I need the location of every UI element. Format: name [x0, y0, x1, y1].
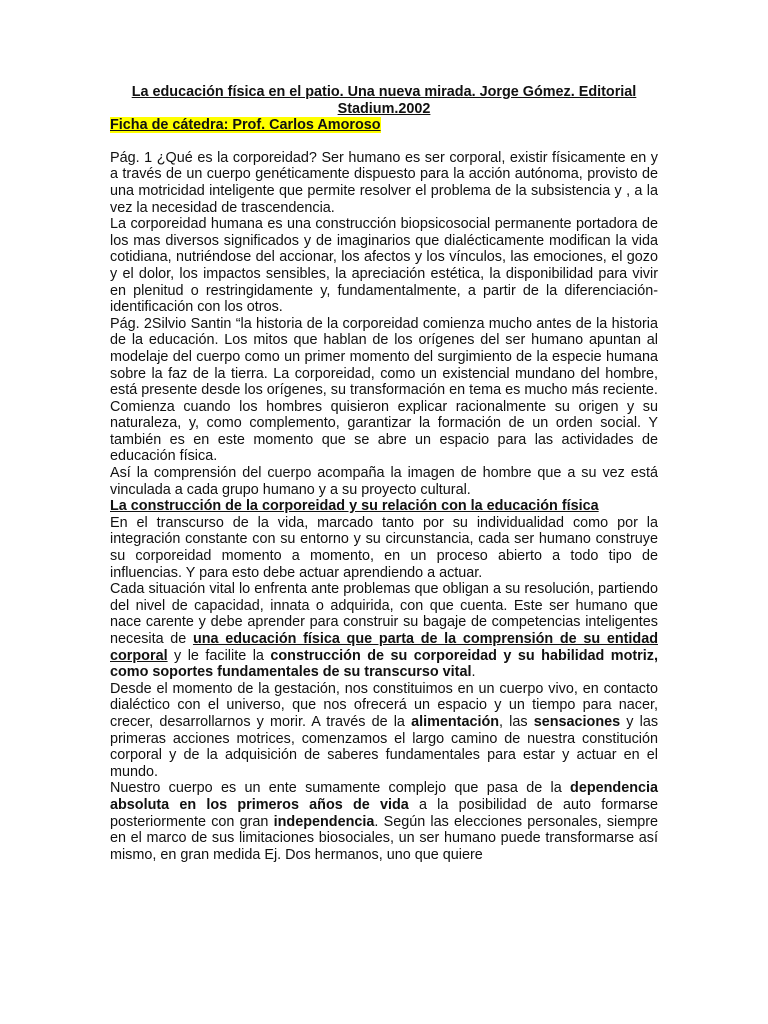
- p8-text-3: y las primeras acciones motrices, comenzamos el largo camino de nuestra constitución corporal y de la adquisición de saberes fundamentales para estar y actuar en el mundo.: [110, 713, 659, 780]
- p7-text-1: Cada situación vital lo enfrenta ante problemas que obligan a su resolución, partiendo del nivel de capacidad, innata o adquirida, con que cuenta. Este ser humano que nace carente y debe aprender para construir su bagaje de competencias inteligentes necesita de: [110, 581, 658, 647]
- p7-bold-2: construcción de su corporeidad y su habilidad motriz, como soportes fundamentales de su transcurso vital: [110, 647, 658, 681]
- p9-text-1: Nuestro cuerpo es un ente sumamente complejo que pasa de la: [110, 780, 571, 797]
- p8-text-1: Desde el momento de la gestación, nos constituimos en un cuerpo vivo, en contacto dialéctico con el universo, que nos ofrecerá un espacio y un tiempo para nacer, crecer, desarrollarnos y morir. A través de la: [110, 680, 658, 730]
- paragraph-1: Pág. 1 ¿Qué es la corporeidad? Ser humano es ser corporal, existir físicamente en y a través de un cuerpo genéticamente dispuesto para la acción autónoma, provisto de una motricidad inteligente que permite resolver el problema de la subsistencia y , a la vez la necesidad de trascendencia.: [110, 149, 658, 216]
- paragraph-9: [110, 780, 658, 863]
- p8-bold-2: sensaciones: [533, 713, 621, 730]
- p9-text-3: . Según las elecciones personales, siempre en el marco de sus limitaciones biosociales, un ser humano puede transformarse así mismo, en gran medida Ej. Dos hermanos, uno que quiere: [110, 813, 659, 863]
- paragraph-5: Así la comprensión del cuerpo acompaña la imagen de hombre que a su vez está vinculada a cada grupo humano y a su proyecto cultural.: [110, 465, 658, 498]
- subtitle-highlight: Ficha de cátedra: Prof. Carlos Amoroso: [110, 117, 381, 134]
- p7-text-2: y le facilite la: [167, 647, 271, 664]
- paragraph-4: Comienza cuando los hombres quisieron explicar racionalmente su origen y su naturaleza, y, como complemento, garantizar la formación de un orden social. Y también es en este momento que se abre un espacio para las actividades de educación física.: [110, 398, 658, 465]
- p8-text-2: , las: [499, 713, 534, 730]
- p7-text-3: .: [471, 664, 476, 681]
- paragraph-7: [110, 581, 658, 681]
- paragraph-8: [110, 681, 658, 781]
- paragraph-6: En el transcurso de la vida, marcado tanto por su individualidad como por la integración constante con su entorno y su circunstancia, cada ser humano construye su corporeidad momento a momento, en un proceso abierto a todo tipo de influencias. Y para esto debe actuar aprendiendo a actuar.: [110, 514, 658, 581]
- document-title: La educación física en el patio. Una nueva mirada. Jorge Gómez. Editorial Stadium.2002: [131, 84, 637, 117]
- p9-bold-2: independencia: [273, 813, 375, 830]
- paragraph-3: Pág. 2Silvio Santin “la historia de la corporeidad comienza mucho antes de la historia de la educación. Los mitos que hablan de los orígenes del ser humano apuntan al modelaje del cuerpo como un primer momento del surgimiento de la especie humana sobre la faz de la tierra. La corporeidad, como un existencial mundano del hombre, está presente desde los orígenes, su transformación en tema es mucho más reciente.: [110, 315, 658, 399]
- p8-bold-1: alimentación: [411, 713, 500, 730]
- section-heading: La construcción de la corporeidad y su relación con la educación física: [110, 498, 599, 515]
- p7-bold-1: una educación física que parta de la comprensión de su entidad corporal: [110, 631, 658, 664]
- p9-bold-1: dependencia absoluta en los primeros años de vida: [110, 780, 658, 813]
- document-subtitle: [110, 117, 658, 134]
- paragraph-2: La corporeidad humana es una construcción biopsicosocial permanente portadora de los mas diversos significados y de imaginarios que dialécticamente modifican la vida cotidiana, nutriéndose del accionar, los afectos y los vínculos, las emociones, el gozo y el dolor, los impactos sensibles, la apreciación estética, la disponibilidad para vivir en plenitud o restringidamente y, fundamentalmente, a partir de la diferenciación-identificación con los otros.: [110, 216, 658, 316]
- p9-text-2: a la posibilidad de auto formarse posteriormente con gran: [110, 796, 658, 830]
